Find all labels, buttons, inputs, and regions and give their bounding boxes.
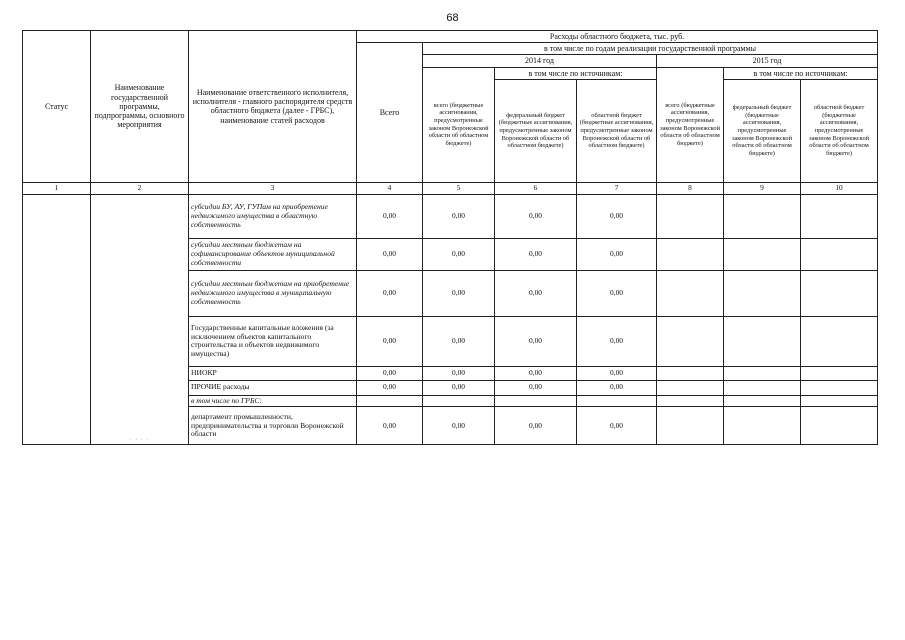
header-executor-name: Наименование ответственного исполнителя, исполнителя - главного распорядителя средств областного бюджета (далее - ГРБС), наименование статей расходов: [189, 31, 357, 183]
row-name: субсидии БУ, АУ, ГУПам на приобретение недвижимого имущества в областную собственность: [189, 194, 357, 238]
program-cell: [91, 194, 189, 445]
cell-total: 0,00: [357, 194, 423, 238]
col-number: 2: [91, 182, 189, 194]
cell-2015-regional: [801, 380, 878, 395]
col-number: 3: [189, 182, 357, 194]
cell-2015-total: [657, 194, 724, 238]
cell-total: 0,00: [357, 316, 423, 366]
cell-2015-federal: [724, 380, 801, 395]
header-2014-by-sources: в том числе по источникам:: [495, 67, 657, 79]
col-number: 7: [577, 182, 657, 194]
cell-2015-federal: [724, 194, 801, 238]
header-2014-regional: областной бюджет (бюджетные ассигнования, предусмотренные законом Воронежской области об областном бюджете): [577, 79, 657, 182]
header-2015-regional: областной бюджет (бюджетные ассигнования, предусмотренные законом Воронежской области об областном бюджете): [801, 79, 878, 182]
cell-total: [357, 395, 423, 407]
cell-2014-total: 0,00: [423, 380, 495, 395]
column-numbers-row: [23, 182, 878, 194]
cell-2015-federal: [724, 366, 801, 380]
cell-2015-regional: [801, 407, 878, 445]
header-2014-total-law: всего (бюджетные ассигнования, предусмотренные законом Воронежской области об областном бюджете): [423, 67, 495, 182]
header-2015-total-law: всего (бюджетные ассигнования, предусмотренные законом Воронежской области об областном бюджете): [657, 67, 724, 182]
col-number: 6: [495, 182, 577, 194]
cell-2015-regional: [801, 270, 878, 316]
cell-2015-total: [657, 407, 724, 445]
cell-2014-federal: 0,00: [495, 194, 577, 238]
cell-2014-total: 0,00: [423, 366, 495, 380]
cell-total: 0,00: [357, 366, 423, 380]
cell-2014-regional: [577, 395, 657, 407]
cell-2014-regional: 0,00: [577, 407, 657, 445]
cell-2014-regional: 0,00: [577, 316, 657, 366]
cell-2015-total: [657, 366, 724, 380]
cell-total: 0,00: [357, 270, 423, 316]
cell-2015-total: [657, 380, 724, 395]
row-name: ПРОЧИЕ расходы: [189, 380, 357, 395]
status-cell: [23, 194, 91, 445]
cell-2015-total: [657, 270, 724, 316]
cell-2014-total: [423, 395, 495, 407]
cell-2014-total: 0,00: [423, 238, 495, 270]
header-expenses-title: Расходы областного бюджета, тыс. руб.: [357, 31, 878, 43]
budget-table: [22, 30, 878, 445]
cell-2015-regional: [801, 194, 878, 238]
cell-2014-total: 0,00: [423, 407, 495, 445]
cell-2014-regional: 0,00: [577, 270, 657, 316]
row-name: Государственные капитальные вложения (за исключением объектов капитального строительства и объектов недвижимого имущества): [189, 316, 357, 366]
cell-2015-total: [657, 316, 724, 366]
cell-2015-federal: [724, 238, 801, 270]
header-2015-federal: федеральный бюджет (бюджетные ассигнования, предусмотренные законом Воронежской области об областном бюджете): [724, 79, 801, 182]
cell-2014-federal: 0,00: [495, 270, 577, 316]
cell-2015-regional: [801, 316, 878, 366]
header-status: Статус: [23, 31, 91, 183]
cell-2014-regional: 0,00: [577, 194, 657, 238]
cell-2014-federal: 0,00: [495, 407, 577, 445]
row-name: НИОКР: [189, 366, 357, 380]
cell-2015-federal: [724, 407, 801, 445]
page-number: 68: [446, 12, 459, 24]
cell-2014-federal: [495, 395, 577, 407]
col-number: 9: [724, 182, 801, 194]
cell-2015-federal: [724, 395, 801, 407]
header-program-name: Наименование государственной программы, подпрограммы, основного мероприятия: [91, 31, 189, 183]
cell-total: 0,00: [357, 380, 423, 395]
cell-2014-regional: 0,00: [577, 366, 657, 380]
dots-mark: · · · ·: [129, 436, 150, 443]
cell-2015-regional: [801, 238, 878, 270]
col-number: 4: [357, 182, 423, 194]
row-name: департамент промышленности, предпринимательства и торговли Воронежской области: [189, 407, 357, 445]
header-2015-by-sources: в том числе по источникам:: [724, 67, 878, 79]
cell-2015-federal: [724, 316, 801, 366]
cell-2014-total: 0,00: [423, 270, 495, 316]
cell-2015-regional: [801, 366, 878, 380]
cell-2014-federal: 0,00: [495, 238, 577, 270]
row-name: в том числе по ГРБС:: [189, 395, 357, 407]
table-row: [23, 194, 878, 238]
cell-total: 0,00: [357, 407, 423, 445]
cell-2015-federal: [724, 270, 801, 316]
col-number: 10: [801, 182, 878, 194]
col-number: 1: [23, 182, 91, 194]
header-year-2015: 2015 год: [657, 55, 878, 67]
cell-2015-total: [657, 395, 724, 407]
col-number: 8: [657, 182, 724, 194]
header-total: Всего: [357, 43, 423, 183]
cell-2014-federal: 0,00: [495, 366, 577, 380]
cell-2014-regional: 0,00: [577, 238, 657, 270]
row-name: субсидии местным бюджетам на приобретение недвижимого имущества в муниципальную собственность: [189, 270, 357, 316]
cell-2015-regional: [801, 395, 878, 407]
header-by-years: в том числе по годам реализации государственной программы: [423, 43, 878, 55]
cell-2014-regional: 0,00: [577, 380, 657, 395]
cell-2014-federal: 0,00: [495, 316, 577, 366]
cell-2015-total: [657, 238, 724, 270]
cell-2014-federal: 0,00: [495, 380, 577, 395]
col-number: 5: [423, 182, 495, 194]
header-year-2014: 2014 год: [423, 55, 657, 67]
header-2014-federal: федеральный бюджет (бюджетные ассигнования, предусмотренные законом Воронежской области об областном бюджете): [495, 79, 577, 182]
cell-total: 0,00: [357, 238, 423, 270]
row-name: субсидии местным бюджетам на софинансирование объектов муниципальной собственности: [189, 238, 357, 270]
cell-2014-total: 0,00: [423, 316, 495, 366]
cell-2014-total: 0,00: [423, 194, 495, 238]
